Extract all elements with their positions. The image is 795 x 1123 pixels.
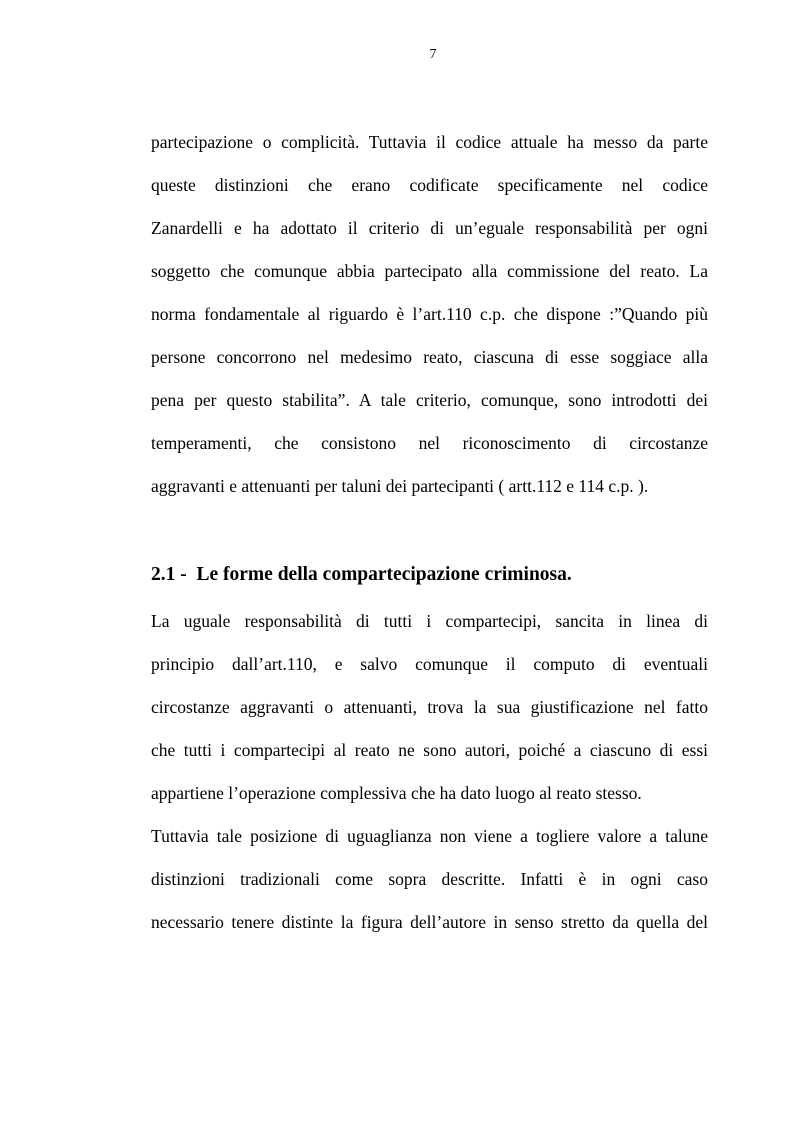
text-line: distinzioni tradizionali come sopra descritte. Infatti è in ogni caso xyxy=(151,869,708,889)
text-line: partecipazione o complicità. Tuttavia il codice attuale ha messo da parte xyxy=(151,132,708,152)
text-line: necessario tenere distinte la figura dell’autore in senso stretto da quella del xyxy=(151,912,708,932)
text-line: Zanardelli e ha adottato il criterio di un’eguale responsabilità per ogni xyxy=(151,218,708,238)
text-line: pena per questo stabilita”. A tale criterio, comunque, sono introdotti dei xyxy=(151,390,708,410)
text-line: queste distinzioni che erano codificate specificamente nel codice xyxy=(151,175,708,195)
text-line: temperamenti, che consistono nel riconoscimento di circostanze xyxy=(151,433,708,453)
text-line: principio dall’art.110, e salvo comunque il computo di eventuali xyxy=(151,654,708,674)
text-line: persone concorrono nel medesimo reato, ciascuna di esse soggiace alla xyxy=(151,347,708,367)
text-line: appartiene l’operazione complessiva che ha dato luogo al reato stesso. xyxy=(151,783,642,803)
text-line: soggetto che comunque abbia partecipato alla commissione del reato. La xyxy=(151,261,708,281)
paragraph-3 xyxy=(151,815,708,944)
text-line: circostanze aggravanti o attenuanti, trova la sua giustificazione nel fatto xyxy=(151,697,708,717)
paragraph-1 xyxy=(151,121,708,508)
section-heading: 2.1 - Le forme della compartecipazione criminosa. xyxy=(151,564,572,585)
paragraph-2 xyxy=(151,600,708,815)
text-line: Tuttavia tale posizione di uguaglianza non viene a togliere valore a talune xyxy=(151,826,708,846)
text-line: norma fondamentale al riguardo è l’art.110 c.p. che dispone :”Quando più xyxy=(151,304,708,324)
text-line: La uguale responsabilità di tutti i compartecipi, sancita in linea di xyxy=(151,611,708,631)
page-number: 7 xyxy=(429,47,437,62)
text-line: che tutti i compartecipi al reato ne sono autori, poiché a ciascuno di essi xyxy=(151,740,708,760)
text-line: aggravanti e attenuanti per taluni dei partecipanti ( artt.112 e 114 c.p. ). xyxy=(151,476,649,496)
